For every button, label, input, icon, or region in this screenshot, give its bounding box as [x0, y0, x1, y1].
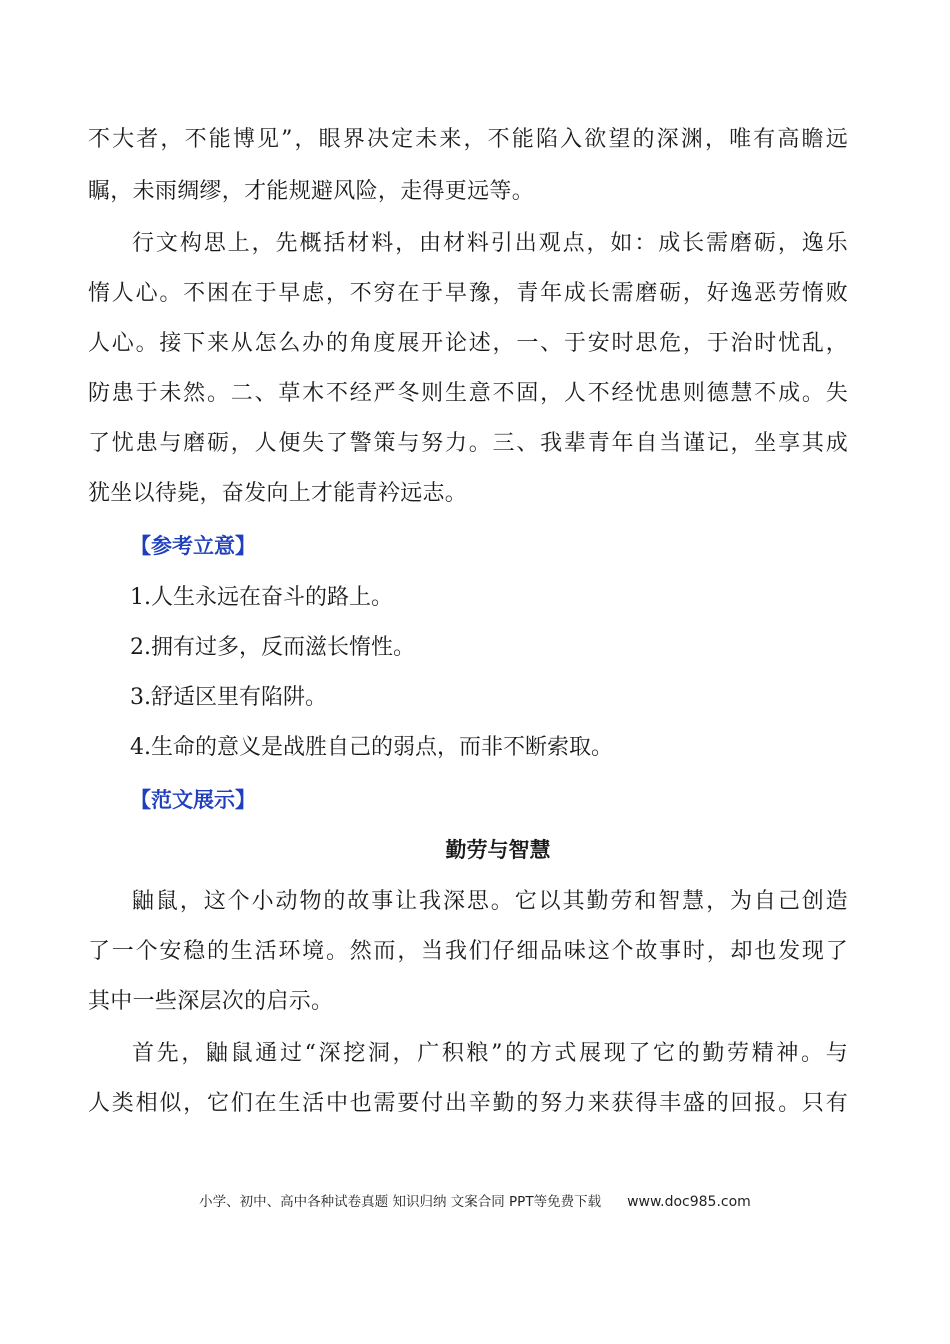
- reference-item: 4.生命的意义是战胜自己的弱点，而非不断索取。: [130, 735, 613, 760]
- body-text-line: 人类相似，它们在生活中也需要付出辛勤的努力来获得丰盛的回报。只有: [88, 1091, 848, 1116]
- page-footer: [0, 1190, 950, 1214]
- body-text-line: 首先，鼬鼠通过“深挖洞，广积粮”的方式展现了它的勤劳精神。与: [132, 1041, 848, 1066]
- body-text-line: 了忧患与磨砺，人便失了警策与努力。三、我辈青年自当谨记，坐享其成: [88, 431, 848, 456]
- body-text-line: 鼬鼠，这个小动物的故事让我深思。它以其勤劳和智慧，为自己创造: [132, 889, 848, 914]
- reference-heading: 【参考立意】: [130, 534, 256, 558]
- sample-heading: 【范文展示】: [130, 788, 256, 812]
- body-text-line: 行文构思上，先概括材料，由材料引出观点，如：成长需磨砺，逸乐: [132, 231, 848, 256]
- body-text-line: 瞩，未雨绸缪，才能规避风险，走得更远等。: [88, 179, 535, 204]
- body-text-line: 人心。接下来从怎么办的角度展开论述，一、于安时思危，于治时忧乱，: [88, 331, 848, 356]
- footer-url[interactable]: www.doc985.com: [627, 1194, 751, 1210]
- footer-text: 小学、初中、高中各种试卷真题 知识归纳 文案合同 PPT等免费下载: [199, 1194, 602, 1210]
- body-text-line: 犹坐以待毙，奋发向上才能青衿远志。: [88, 481, 468, 506]
- essay-title: 勤劳与智慧: [445, 838, 551, 862]
- reference-item: 1.人生永远在奋斗的路上。: [130, 585, 393, 610]
- body-text-line: 其中一些深层次的启示。: [88, 989, 334, 1014]
- body-text-line: 防患于未然。二、草木不经严冬则生意不固，人不经忧患则德慧不成。失: [88, 381, 848, 406]
- reference-item: 3.舒适区里有陷阱。: [130, 685, 327, 710]
- body-text-line: 不大者，不能博见”，眼界决定未来，不能陷入欲望的深渊，唯有高瞻远: [88, 127, 848, 152]
- body-text-line: 了一个安稳的生活环境。然而，当我们仔细品味这个故事时，却也发现了: [88, 939, 848, 964]
- reference-item: 2.拥有过多，反而滋长惰性。: [130, 635, 415, 660]
- body-text-line: 惰人心。不困在于早虑，不穷在于早豫，青年成长需磨砺，好逸恶劳惰败: [88, 281, 848, 306]
